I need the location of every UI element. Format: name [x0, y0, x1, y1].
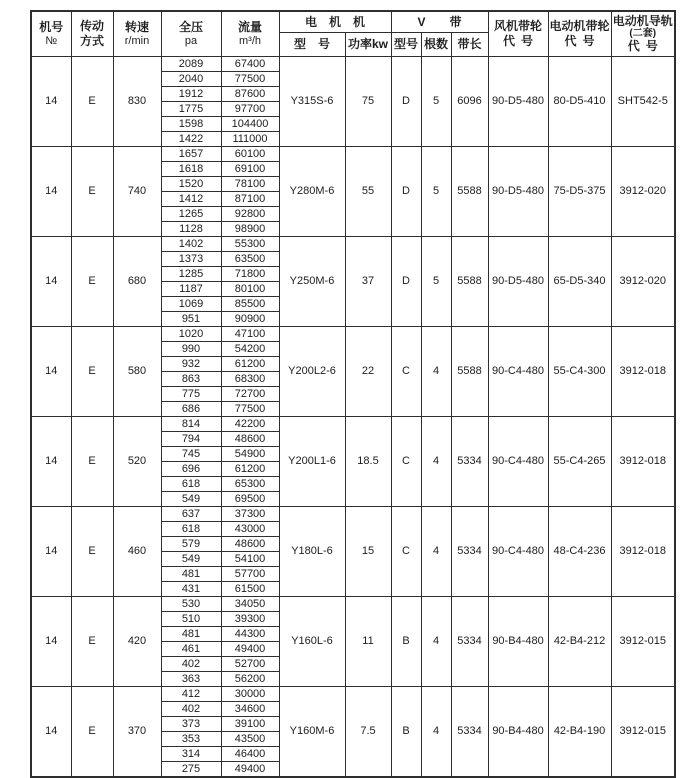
cell-motor-model: Y280M-6: [279, 147, 345, 237]
cell-pressure: 1285: [161, 267, 221, 282]
cell-pressure: 363: [161, 672, 221, 687]
cell-pressure: 510: [161, 612, 221, 627]
cell-motor-model: Y160L-6: [279, 597, 345, 687]
cell-drive-mode: E: [71, 687, 113, 778]
cell-pressure: 951: [161, 312, 221, 327]
cell-rail-code: SHT542-5: [611, 57, 675, 147]
cell-drive-mode: E: [71, 417, 113, 507]
header-flow-unit: m³/h: [239, 34, 261, 47]
header-pressure: [161, 11, 221, 57]
cell-pressure: 1020: [161, 327, 221, 342]
cell-vbelt-count: 5: [421, 237, 451, 327]
cell-pressure: 990: [161, 342, 221, 357]
cell-flow: 111000: [221, 132, 279, 147]
header-machine-no-label: 机号: [39, 19, 64, 34]
cell-vbelt-length: 5334: [451, 687, 488, 778]
cell-rail-code: 3912-015: [611, 597, 675, 687]
cell-flow: 43500: [221, 732, 279, 747]
cell-speed: 370: [113, 687, 161, 778]
cell-flow: 54100: [221, 552, 279, 567]
cell-machine-no: 14: [31, 417, 71, 507]
cell-pressure: 1373: [161, 252, 221, 267]
cell-pressure: 373: [161, 717, 221, 732]
header-fan-pulley: [488, 11, 548, 57]
header-motor-pulley-line1: 电动机带轮: [549, 19, 610, 33]
cell-flow: 44300: [221, 627, 279, 642]
cell-pressure: 353: [161, 732, 221, 747]
table-row: [31, 597, 675, 612]
cell-fan-pulley: 90-D5-480: [488, 147, 548, 237]
cell-vbelt-type: B: [391, 597, 421, 687]
cell-fan-pulley: 90-C4-480: [488, 327, 548, 417]
cell-flow: 80100: [221, 282, 279, 297]
cell-motor-pulley: 55-C4-300: [548, 327, 611, 417]
header-motor-group: 电 机 机: [279, 11, 391, 33]
cell-flow: 65300: [221, 477, 279, 492]
cell-rail-code: 3912-018: [611, 507, 675, 597]
cell-pressure: 1912: [161, 87, 221, 102]
cell-fan-pulley: 90-C4-480: [488, 507, 548, 597]
cell-rail-code: 3912-015: [611, 687, 675, 778]
cell-flow: 85500: [221, 297, 279, 312]
cell-motor-pulley: 65-D5-340: [548, 237, 611, 327]
cell-fan-pulley: 90-D5-480: [488, 57, 548, 147]
cell-pressure: 686: [161, 402, 221, 417]
cell-pressure: 2040: [161, 72, 221, 87]
header-row-1: [31, 11, 675, 33]
cell-flow: 39300: [221, 612, 279, 627]
cell-flow: 42200: [221, 417, 279, 432]
cell-motor-pulley: 75-D5-375: [548, 147, 611, 237]
cell-flow: 34600: [221, 702, 279, 717]
cell-pressure: 461: [161, 642, 221, 657]
cell-flow: 90900: [221, 312, 279, 327]
cell-machine-no: 14: [31, 597, 71, 687]
cell-pressure: 275: [161, 762, 221, 778]
cell-vbelt-type: C: [391, 507, 421, 597]
cell-pressure: 1265: [161, 207, 221, 222]
header-speed-label: 转速: [124, 19, 149, 34]
cell-flow: 56200: [221, 672, 279, 687]
cell-motor-model: Y200L2-6: [279, 327, 345, 417]
cell-pressure: 794: [161, 432, 221, 447]
header-speed-unit: r/min: [124, 34, 150, 47]
cell-rail-code: 3912-018: [611, 327, 675, 417]
cell-pressure: 530: [161, 597, 221, 612]
cell-flow: 47100: [221, 327, 279, 342]
cell-pressure: 481: [161, 567, 221, 582]
cell-flow: 61200: [221, 462, 279, 477]
cell-speed: 580: [113, 327, 161, 417]
cell-speed: 460: [113, 507, 161, 597]
cell-flow: 54900: [221, 447, 279, 462]
cell-motor-pulley: 48-C4-236: [548, 507, 611, 597]
header-vbelt-length: 带长: [451, 33, 488, 57]
cell-pressure: 1412: [161, 192, 221, 207]
spec-table: [30, 10, 676, 778]
cell-pressure: 1775: [161, 102, 221, 117]
cell-drive-mode: E: [71, 237, 113, 327]
cell-pressure: 618: [161, 522, 221, 537]
cell-fan-pulley: 90-B4-480: [488, 597, 548, 687]
cell-flow: 49400: [221, 762, 279, 778]
cell-flow: 68300: [221, 372, 279, 387]
header-fan-pulley-line1: 风机带轮: [493, 19, 542, 33]
cell-flow: 46400: [221, 747, 279, 762]
header-pressure-unit: pa: [184, 34, 198, 47]
cell-motor-pulley: 80-D5-410: [548, 57, 611, 147]
cell-motor-model: Y180L-6: [279, 507, 345, 597]
cell-flow: 54200: [221, 342, 279, 357]
cell-flow: 61200: [221, 357, 279, 372]
cell-drive-mode: E: [71, 57, 113, 147]
header-motor-rail-line1: 电动机导轨: [612, 13, 673, 28]
cell-vbelt-count: 5: [421, 57, 451, 147]
cell-pressure: 549: [161, 552, 221, 567]
cell-vbelt-length: 5334: [451, 597, 488, 687]
cell-pressure: 863: [161, 372, 221, 387]
cell-motor-model: Y315S-6: [279, 57, 345, 147]
cell-pressure: 412: [161, 687, 221, 702]
cell-pressure: 696: [161, 462, 221, 477]
cell-fan-pulley: 90-D5-480: [488, 237, 548, 327]
header-motor-model: 型 号: [279, 33, 345, 57]
cell-pressure: 775: [161, 387, 221, 402]
cell-vbelt-length: 5334: [451, 507, 488, 597]
cell-motor-pulley: 55-C4-265: [548, 417, 611, 507]
cell-vbelt-type: B: [391, 687, 421, 778]
cell-motor-power: 22: [345, 327, 391, 417]
cell-pressure: 402: [161, 657, 221, 672]
cell-pressure: 1657: [161, 147, 221, 162]
table-row: [31, 147, 675, 162]
header-machine-no: [31, 11, 71, 57]
header-machine-no-unit: №: [45, 34, 58, 47]
header-motor-pulley: [548, 11, 611, 57]
cell-vbelt-type: D: [391, 237, 421, 327]
table-row: [31, 327, 675, 342]
cell-pressure: 314: [161, 747, 221, 762]
cell-pressure: 1422: [161, 132, 221, 147]
header-drive-mode: [71, 11, 113, 57]
cell-rail-code: 3912-018: [611, 417, 675, 507]
cell-vbelt-type: D: [391, 57, 421, 147]
cell-machine-no: 14: [31, 237, 71, 327]
cell-flow: 92800: [221, 207, 279, 222]
cell-flow: 78100: [221, 177, 279, 192]
table-row: [31, 507, 675, 522]
cell-vbelt-length: 6096: [451, 57, 488, 147]
header-pressure-label: 全压: [178, 19, 203, 34]
cell-motor-pulley: 42-B4-212: [548, 597, 611, 687]
cell-speed: 420: [113, 597, 161, 687]
header-motor-power: 功率kw: [345, 33, 391, 57]
spec-table-body: [31, 57, 675, 778]
table-row: [31, 417, 675, 432]
cell-motor-power: 11: [345, 597, 391, 687]
header-flow: [221, 11, 279, 57]
header-motor-rail-line2: (二套): [629, 27, 657, 39]
cell-pressure: 1618: [161, 162, 221, 177]
cell-pressure: 637: [161, 507, 221, 522]
cell-flow: 48600: [221, 432, 279, 447]
cell-pressure: 1402: [161, 237, 221, 252]
cell-flow: 52700: [221, 657, 279, 672]
cell-motor-power: 15: [345, 507, 391, 597]
cell-pressure: 1128: [161, 222, 221, 237]
cell-vbelt-length: 5334: [451, 417, 488, 507]
header-motor-pulley-line2: 代 号: [564, 34, 595, 48]
cell-flow: 43000: [221, 522, 279, 537]
cell-flow: 48600: [221, 537, 279, 552]
cell-speed: 830: [113, 57, 161, 147]
cell-vbelt-count: 4: [421, 687, 451, 778]
cell-vbelt-count: 4: [421, 327, 451, 417]
cell-motor-power: 18.5: [345, 417, 391, 507]
cell-flow: 77500: [221, 402, 279, 417]
cell-flow: 104400: [221, 117, 279, 132]
cell-speed: 520: [113, 417, 161, 507]
table-row: [31, 237, 675, 252]
cell-pressure: 2089: [161, 57, 221, 72]
cell-machine-no: 14: [31, 507, 71, 597]
cell-flow: 34050: [221, 597, 279, 612]
cell-pressure: 1520: [161, 177, 221, 192]
cell-fan-pulley: 90-B4-480: [488, 687, 548, 778]
cell-flow: 37300: [221, 507, 279, 522]
cell-rail-code: 3912-020: [611, 147, 675, 237]
cell-drive-mode: E: [71, 507, 113, 597]
cell-pressure: 481: [161, 627, 221, 642]
cell-vbelt-length: 5588: [451, 327, 488, 417]
header-drive-line1: 传动: [79, 19, 104, 33]
cell-motor-model: Y250M-6: [279, 237, 345, 327]
header-vbelt-type: 型号: [391, 33, 421, 57]
cell-pressure: 1598: [161, 117, 221, 132]
cell-speed: 680: [113, 237, 161, 327]
cell-pressure: 814: [161, 417, 221, 432]
cell-flow: 67400: [221, 57, 279, 72]
cell-motor-model: Y200L1-6: [279, 417, 345, 507]
cell-fan-pulley: 90-C4-480: [488, 417, 548, 507]
cell-motor-pulley: 42-B4-190: [548, 687, 611, 778]
cell-pressure: 549: [161, 492, 221, 507]
cell-vbelt-type: D: [391, 147, 421, 237]
cell-flow: 63500: [221, 252, 279, 267]
cell-flow: 39100: [221, 717, 279, 732]
header-vbelt-group: V 带: [391, 11, 488, 33]
cell-flow: 87600: [221, 87, 279, 102]
cell-flow: 87100: [221, 192, 279, 207]
header-motor-rail-line3: 代 号: [627, 39, 658, 54]
cell-pressure: 1187: [161, 282, 221, 297]
table-row: [31, 687, 675, 702]
cell-vbelt-count: 4: [421, 417, 451, 507]
cell-flow: 69500: [221, 492, 279, 507]
cell-flow: 61500: [221, 582, 279, 597]
cell-vbelt-type: C: [391, 327, 421, 417]
cell-flow: 72700: [221, 387, 279, 402]
cell-motor-power: 7.5: [345, 687, 391, 778]
cell-flow: 71800: [221, 267, 279, 282]
cell-flow: 49400: [221, 642, 279, 657]
cell-flow: 30000: [221, 687, 279, 702]
header-flow-label: 流量: [237, 19, 262, 34]
cell-flow: 97700: [221, 102, 279, 117]
cell-rail-code: 3912-020: [611, 237, 675, 327]
cell-flow: 98900: [221, 222, 279, 237]
cell-flow: 55300: [221, 237, 279, 252]
cell-vbelt-count: 4: [421, 597, 451, 687]
cell-pressure: 579: [161, 537, 221, 552]
cell-pressure: 618: [161, 477, 221, 492]
cell-vbelt-count: 4: [421, 507, 451, 597]
cell-motor-power: 75: [345, 57, 391, 147]
header-speed: [113, 11, 161, 57]
header-motor-rail: [611, 11, 675, 57]
cell-flow: 57700: [221, 567, 279, 582]
header-fan-pulley-line2: 代 号: [502, 34, 533, 48]
cell-vbelt-length: 5588: [451, 237, 488, 327]
cell-machine-no: 14: [31, 327, 71, 417]
cell-drive-mode: E: [71, 147, 113, 237]
table-row: [31, 57, 675, 72]
cell-speed: 740: [113, 147, 161, 237]
cell-vbelt-length: 5588: [451, 147, 488, 237]
header-vbelt-count: 根数: [421, 33, 451, 57]
cell-machine-no: 14: [31, 57, 71, 147]
cell-machine-no: 14: [31, 147, 71, 237]
cell-pressure: 745: [161, 447, 221, 462]
cell-drive-mode: E: [71, 327, 113, 417]
cell-vbelt-count: 5: [421, 147, 451, 237]
spec-table-header: [31, 11, 675, 57]
cell-motor-power: 37: [345, 237, 391, 327]
cell-flow: 69100: [221, 162, 279, 177]
cell-pressure: 1069: [161, 297, 221, 312]
cell-flow: 60100: [221, 147, 279, 162]
cell-vbelt-type: C: [391, 417, 421, 507]
cell-motor-model: Y160M-6: [279, 687, 345, 778]
cell-motor-power: 55: [345, 147, 391, 237]
header-drive-line2: 方式: [79, 34, 104, 48]
cell-pressure: 402: [161, 702, 221, 717]
cell-flow: 77500: [221, 72, 279, 87]
cell-pressure: 431: [161, 582, 221, 597]
cell-drive-mode: E: [71, 597, 113, 687]
cell-machine-no: 14: [31, 687, 71, 778]
cell-pressure: 932: [161, 357, 221, 372]
